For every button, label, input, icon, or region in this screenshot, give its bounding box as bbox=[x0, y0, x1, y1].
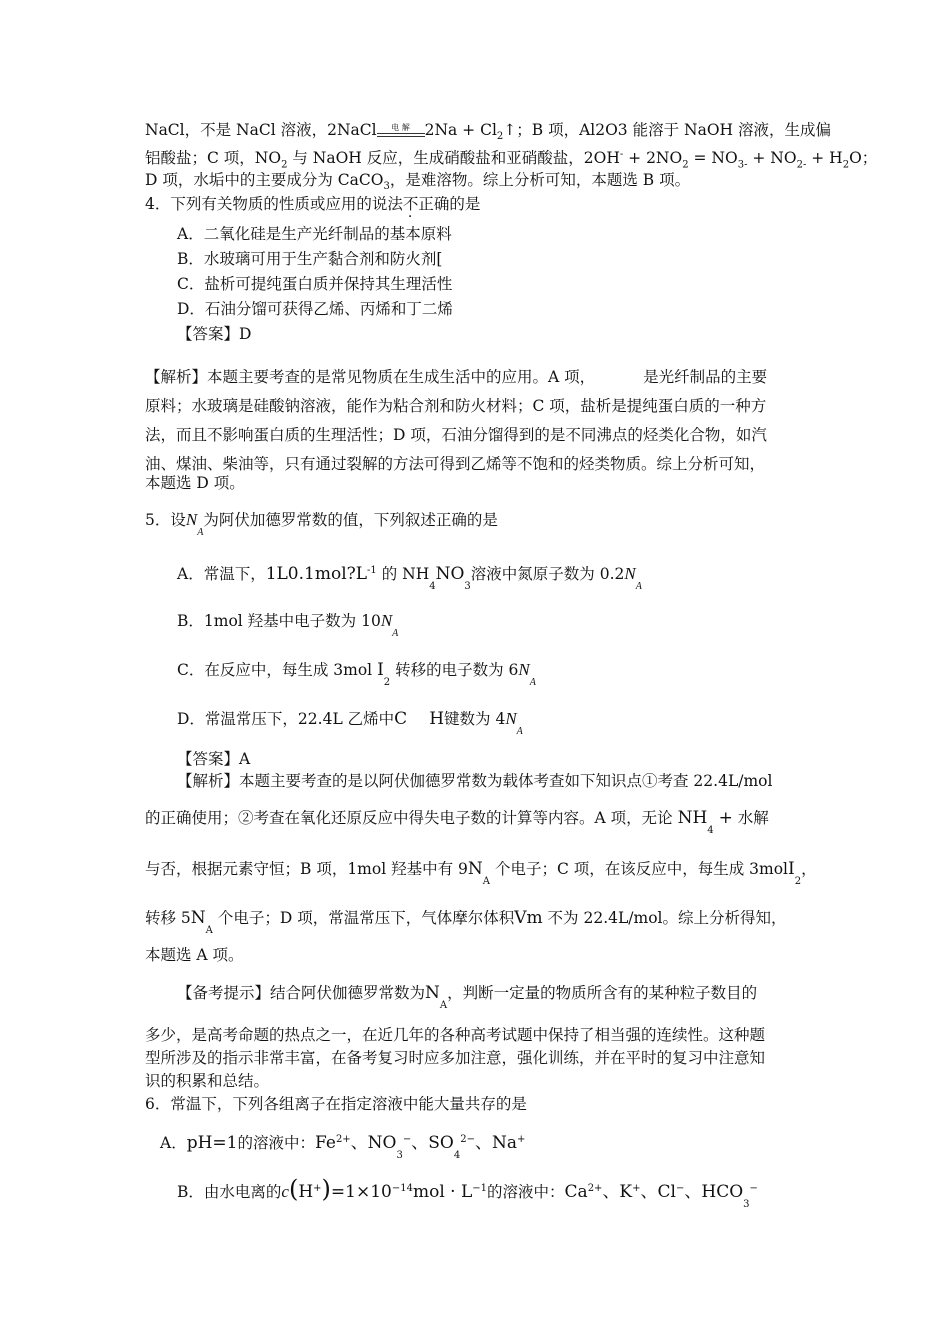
text: 【解析】本题主要考查的是以阿伏伽德罗常数为载体考查如下知识点①考查 22.4L/mol bbox=[177, 772, 773, 790]
text: 油、煤油、柴油等，只有通过裂解的方法可得到乙烯等不饱和的烃类物质。综上分析可知， bbox=[145, 455, 766, 473]
text: 与 NaOH 反应，生成硝酸盐和亚硝酸盐，2OH bbox=[287, 149, 620, 168]
sub: 4 bbox=[453, 1150, 461, 1162]
option-4c bbox=[177, 274, 950, 294]
question-4 bbox=[145, 194, 950, 214]
text: NO bbox=[435, 564, 465, 585]
tip-line-3 bbox=[145, 1048, 950, 1068]
text: 水解 bbox=[737, 809, 769, 827]
text: 2Na + Cl bbox=[424, 121, 497, 139]
text: 、NO bbox=[350, 1133, 397, 1154]
text: 转移 5 bbox=[145, 909, 191, 927]
tip-line-4 bbox=[145, 1071, 950, 1091]
option-4d bbox=[177, 299, 950, 319]
text: 【答案】A bbox=[177, 750, 251, 768]
explain-4-line-2 bbox=[145, 396, 950, 416]
text: 1L0.1mol?L bbox=[265, 564, 368, 585]
text: 、Na bbox=[474, 1133, 517, 1154]
sup: -1 bbox=[367, 565, 377, 576]
text: A．二氧化硅是生产光纤制品的基本原料 bbox=[177, 225, 452, 243]
text: + 2NO bbox=[623, 149, 683, 168]
text: C．盐析可提纯蛋白质并保持其生理活性 bbox=[177, 275, 453, 293]
text: 型所涉及的指示非常丰富，在备考复习时应多加注意，强化训练，并在平时的复习中注意知 bbox=[145, 1049, 766, 1067]
symbol-n: N bbox=[518, 660, 530, 679]
option-5b bbox=[177, 611, 950, 638]
text: + NO bbox=[747, 149, 797, 168]
option-5c bbox=[177, 660, 950, 687]
electrolysis-label: 电 解 bbox=[391, 123, 410, 132]
tip-line-1 bbox=[177, 983, 950, 1010]
answer-4 bbox=[177, 324, 950, 344]
electrolysis-sign bbox=[377, 124, 425, 138]
text: O； bbox=[849, 149, 878, 168]
explain-5-line-4 bbox=[145, 908, 950, 935]
text: 与否，根据元素守恒；B 项，1mol 羟基中有 9 bbox=[145, 860, 468, 878]
sup: − bbox=[402, 1134, 412, 1145]
text: ↑；B 项，Al2O3 能溶于 NaOH 溶液，生成偏 bbox=[503, 121, 831, 139]
text: 原料；水玻璃是硅酸钠溶液，能作为粘合剂和防火材料；C 项，盐析是提纯蛋白质的一种方 bbox=[145, 397, 767, 415]
text: B．由水电离的 bbox=[177, 1183, 282, 1202]
text: =1×10 bbox=[330, 1182, 392, 1203]
text: H bbox=[298, 1182, 314, 1203]
text: 个电子；D 项，常温常压下，气体摩尔体积 bbox=[217, 909, 515, 927]
sub: 3- bbox=[737, 159, 748, 171]
sub: A bbox=[635, 581, 642, 593]
option-4b bbox=[177, 249, 950, 269]
sup: + bbox=[313, 1183, 322, 1194]
text: H bbox=[429, 709, 445, 729]
explain-4-line-3 bbox=[145, 425, 950, 445]
sub: 3 bbox=[464, 581, 471, 593]
symbol-n: N bbox=[505, 709, 517, 728]
text: 法，而且不影响蛋白质的生理活性；D 项，石油分馏得到的是不同沸点的烃类化合物，如汽 bbox=[145, 426, 767, 444]
question-5 bbox=[145, 510, 950, 537]
text: 铝酸盐；C 项，NO bbox=[145, 149, 282, 168]
text: C bbox=[394, 709, 408, 729]
text: pH=1 bbox=[186, 1133, 238, 1154]
text: ， bbox=[801, 860, 817, 878]
text: D．石油分馏可获得乙烯、丙烯和丁二烯 bbox=[177, 300, 453, 318]
text: + H bbox=[806, 149, 843, 168]
text: ，判断一定量的物质所含有的某种粒子数目的 bbox=[447, 984, 758, 1002]
text: 个电子；C 项，在该反应中，每生成 3mol bbox=[494, 860, 789, 878]
emphasis-dot-text: 不 bbox=[402, 195, 419, 213]
sub: 3 bbox=[383, 181, 390, 193]
option-6a bbox=[160, 1130, 950, 1160]
text: Ca bbox=[564, 1182, 588, 1203]
sup: + bbox=[632, 1183, 641, 1194]
text: 为阿伏加德罗常数的值，下列叙述正确的是 bbox=[203, 511, 498, 529]
text: 的溶液中： bbox=[487, 1183, 565, 1202]
sup: − bbox=[675, 1183, 685, 1194]
symbol-i: I bbox=[788, 859, 795, 879]
text: 正确的是 bbox=[418, 195, 481, 213]
sub: 2 bbox=[496, 131, 504, 143]
question-6 bbox=[145, 1094, 950, 1114]
sub: 2 bbox=[842, 159, 850, 171]
sup: −1 bbox=[472, 1183, 488, 1194]
text: mol · L bbox=[412, 1182, 473, 1203]
text: NaCl，不是 NaCl 溶液，2NaCl bbox=[145, 121, 377, 139]
text: Fe bbox=[315, 1133, 336, 1154]
sub: A bbox=[439, 1000, 448, 1012]
sub: A bbox=[392, 628, 399, 640]
sub: 3 bbox=[396, 1150, 403, 1162]
sub: A bbox=[197, 527, 204, 539]
sub: A bbox=[205, 925, 213, 937]
symbol-n: N bbox=[624, 564, 636, 584]
explain-5-line-3 bbox=[145, 859, 950, 886]
text: 识的积累和总结。 bbox=[145, 1072, 270, 1090]
text: B．1mol 羟基中电子数为 10 bbox=[177, 612, 381, 630]
text: 转移的电子数为 6 bbox=[395, 661, 519, 679]
sub: 2 bbox=[682, 159, 689, 171]
text: B．水玻璃可用于生产黏合剂和防火剂[ bbox=[177, 250, 443, 268]
explain-5-line-5 bbox=[145, 945, 950, 965]
explain-4-line-5 bbox=[145, 473, 950, 493]
text: 【备考提示】结合阿伏伽德罗常数为 bbox=[177, 984, 426, 1002]
text: 不为 22.4L/mol。综上分析得知， bbox=[547, 909, 787, 927]
text: 、K bbox=[602, 1182, 633, 1203]
sub: A bbox=[529, 677, 536, 689]
sup: 2+ bbox=[587, 1183, 603, 1194]
sup: - bbox=[619, 149, 624, 160]
symbol-n: N bbox=[467, 859, 483, 879]
text: NH bbox=[677, 808, 708, 828]
text: 是光纤制品的主要 bbox=[643, 368, 768, 386]
symbol-i: I bbox=[377, 660, 384, 680]
explain-5-line-1 bbox=[177, 771, 950, 791]
option-4a bbox=[177, 224, 950, 244]
symbol-n: N bbox=[425, 983, 440, 1003]
symbol-n: N bbox=[380, 611, 393, 630]
text: 本题选 A 项。 bbox=[145, 946, 244, 964]
sub: A bbox=[482, 876, 490, 888]
option-5a bbox=[177, 561, 950, 591]
text: 的 NH bbox=[376, 565, 430, 584]
text: 5．设 bbox=[145, 511, 186, 529]
text: 本题选 D 项。 bbox=[145, 474, 245, 492]
sub: 2 bbox=[794, 876, 802, 888]
text: A． bbox=[160, 1134, 187, 1153]
text: 【解析】本题主要考查的是常见物质在生成生活中的应用。A 项， bbox=[145, 368, 596, 386]
symbol-n: N bbox=[190, 908, 206, 928]
sup: + bbox=[517, 1134, 526, 1145]
sub: 4 bbox=[429, 581, 436, 593]
answer-5 bbox=[177, 749, 950, 769]
explain-4-line-4 bbox=[145, 454, 950, 474]
text: = NO bbox=[688, 149, 738, 168]
text: 4．下列有关物质的性质或应用的说法 bbox=[145, 195, 403, 213]
sub: A bbox=[516, 726, 523, 738]
explain-5-line-2 bbox=[145, 808, 950, 835]
text: 的正确使用；②考查在氧化还原反应中得失电子数的计算等内容。A 项，无论 bbox=[145, 809, 673, 827]
sup: 2+ bbox=[335, 1134, 351, 1145]
text: D．常温常压下，22.4L 乙烯中 bbox=[177, 710, 395, 728]
sub: 2- bbox=[796, 159, 807, 171]
text: 的溶液中： bbox=[237, 1134, 315, 1153]
text: Vm bbox=[514, 908, 543, 928]
option-5d bbox=[177, 709, 950, 736]
text: A．常温下， bbox=[177, 565, 266, 584]
text: 、SO bbox=[411, 1133, 454, 1154]
tip-line-2 bbox=[145, 1025, 950, 1045]
sub: 4 bbox=[707, 825, 714, 837]
sup: − bbox=[749, 1183, 758, 1194]
symbol-c: c bbox=[281, 1182, 289, 1202]
explain-4-line-1 bbox=[145, 367, 950, 387]
sup: −14 bbox=[391, 1183, 413, 1194]
text: 键数为 4 bbox=[444, 710, 506, 728]
text: C．在反应中，每生成 3mol bbox=[177, 661, 373, 679]
text: 6．常温下，下列各组离子在指定溶液中能大量共存的是 bbox=[145, 1095, 527, 1113]
text: D 项，水垢中的主要成分为 CaCO bbox=[145, 171, 384, 189]
text: 溶液中氮原子数为 0.2 bbox=[470, 565, 625, 584]
text: 【答案】D bbox=[177, 325, 252, 343]
line-1 bbox=[145, 120, 950, 147]
text: 、Cl bbox=[640, 1182, 676, 1203]
sub: 3 bbox=[743, 1199, 750, 1211]
sup: 2− bbox=[460, 1134, 475, 1145]
text: ，是难溶物。综上分析可知，本题选 B 项。 bbox=[389, 171, 691, 189]
symbol-n: N bbox=[185, 510, 198, 529]
sub: 2 bbox=[383, 677, 391, 689]
text: 多少，是高考命题的热点之一，在近几年的各种高考试题中保持了相当强的连续性。这种题 bbox=[145, 1026, 766, 1044]
text: + bbox=[718, 808, 733, 828]
sub: 2 bbox=[281, 159, 288, 171]
option-6b: B．由水电离的$c(H^+)=1\times 10^{-14}mol \cdot L^{-1}$的溶液中：$Ca^{2+}$、K+、Cl−、$HCO_3^-$ bbox=[177, 1175, 758, 1211]
text: 、HCO bbox=[684, 1182, 744, 1203]
